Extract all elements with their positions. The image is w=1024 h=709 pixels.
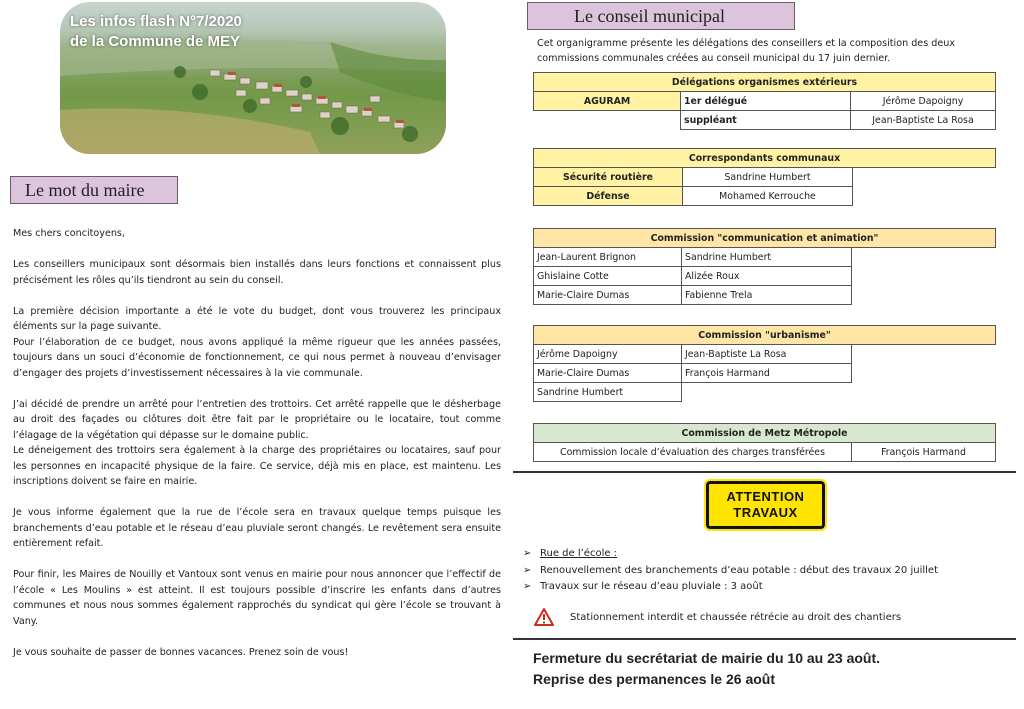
metz-commission-name: François Harmand [852, 443, 996, 462]
delegation-role: suppléant [681, 111, 851, 130]
empty-cell [852, 364, 996, 383]
correspondant-role: Sécurité routière [534, 168, 683, 187]
newsletter-title-line1: Les infos flash N°7/2020 [70, 13, 242, 30]
empty-cell [852, 383, 996, 402]
communication-commission-table [533, 228, 996, 305]
letter-paragraph: Pour l’élaboration de ce budget, nous avons appliqué la même rigueur que les années passées, toujours dans un souci d’économie de fonctionnement, ce qui nous permet à nouveau d’envisager d’engager des projets d’investissement nécessaires à la vie communale. [13, 336, 501, 379]
letter-paragraph: Mes chers concitoyens, [13, 228, 125, 239]
letter-paragraph: La première décision importante a été le vote du budget, dont vous trouverez les principaux éléments sur la page suivante. [13, 305, 501, 332]
delegation-name: Jean-Baptiste La Rosa [851, 111, 996, 130]
closing-line1: Fermeture du secrétariat de mairie du 10 au 23 août. [533, 650, 881, 666]
member-name: Sandrine Humbert [682, 248, 852, 267]
member-name: Jean-Baptiste La Rosa [682, 345, 852, 364]
section-divider [513, 471, 1016, 473]
works-list-item [523, 546, 1003, 563]
empty-cell [852, 286, 996, 305]
attention-travaux-sign [706, 481, 825, 529]
works-item-text: Renouvellement des branchements d’eau potable : début des travaux 20 juillet [540, 564, 938, 576]
works-list-item [523, 579, 1003, 596]
letter-paragraph: Je vous souhaite de passer de bonnes vacances. Prenez soin de vous! [13, 646, 349, 658]
letter-paragraph: Les conseillers municipaux sont désormais bien installés dans leurs fonctions et connaissent plus précisément les rôles qu’ils tiendront au sein du conseil. [13, 259, 501, 286]
delegation-role: 1er délégué [681, 92, 851, 111]
parking-warning [534, 608, 901, 626]
member-name: Marie-Claire Dumas [534, 364, 682, 383]
attention-sign-line1: ATTENTION [726, 489, 805, 504]
maire-section-header: Le mot du maire [10, 176, 178, 204]
member-name: Sandrine Humbert [534, 383, 682, 402]
letter-paragraph: Le déneigement des trottoirs sera également à la charge des propriétaires ou locataires, sauf pour les personnes en incapacité physique de la faire. Ce service, déjà mis en place, est maintenu. Les inscriptions doivent se faire en mairie. [13, 445, 501, 487]
works-item-text: Travaux sur le réseau d’eau pluviale : 3 août [540, 581, 763, 592]
empty-cell [852, 267, 996, 286]
delegations-org: AGURAM [534, 92, 681, 111]
communication-commission-title: Commission "communication et animation" [534, 229, 996, 248]
attention-sign-line2: TRAVAUX [733, 505, 798, 520]
empty-cell [853, 187, 996, 206]
member-name: Jean-Laurent Brignon [534, 248, 682, 267]
member-name: Jérôme Dapoigny [534, 345, 682, 364]
member-name: François Harmand [682, 364, 852, 383]
empty-cell [853, 168, 996, 187]
conseil-section-header: Le conseil municipal [527, 2, 795, 30]
correspondants-table [533, 148, 996, 206]
arrow-bullet-icon: ➢ [523, 548, 532, 559]
letter-paragraph: Pour finir, les Maires de Nouilly et Vantoux sont venus en mairie pour nous annoncer que l’effectif de l’école « Les Moulins » est atteint. Il est toujours possible d’inscrire les enfants dans d’autres communes et nous nous sommes également rapprochés du syndicat qui gère l’école se trouvant à Vany. [13, 569, 501, 627]
delegations-table [533, 72, 996, 130]
arrow-bullet-icon: ➢ [523, 564, 532, 576]
empty-cell [534, 111, 681, 130]
delegation-name: Jérôme Dapoigny [851, 92, 996, 111]
arrow-bullet-icon: ➢ [523, 581, 532, 592]
urbanisme-commission-table [533, 325, 996, 402]
hero-village-photo [60, 2, 446, 154]
empty-cell [852, 345, 996, 364]
correspondant-name: Sandrine Humbert [683, 168, 853, 187]
member-name: Ghislaine Cotte [534, 267, 682, 286]
newsletter-title-line2: de la Commune de MEY [70, 33, 241, 50]
urbanisme-commission-title: Commission "urbanisme" [534, 326, 996, 345]
closing-line2: Reprise des permanences le 26 août [533, 671, 775, 687]
correspondant-role: Défense [534, 187, 683, 206]
letter-paragraph: J’ai décidé de prendre un arrêté pour l’entretien des trottoirs. Cet arrêté rappelle que le désherbage au droit des façades ou clôtures doit être fait par le propriétaire ou le locataire, tout comme l’élagage de la végétation qui dépasse sur le domaine public. [13, 398, 501, 441]
warning-text: Stationnement interdit et chaussée rétrécie au droit des chantiers [570, 611, 902, 623]
empty-cell [852, 248, 996, 267]
section-divider [513, 638, 1016, 640]
metz-metropole-table [533, 423, 996, 462]
correspondant-name: Mohamed Kerrouche [683, 187, 853, 206]
empty-cell [682, 383, 852, 402]
closing-notice [533, 648, 880, 690]
correspondants-title: Correspondants communaux [534, 149, 996, 168]
newsletter-title [70, 12, 242, 52]
works-street: Rue de l’école : [540, 548, 618, 559]
works-list-item [523, 563, 1003, 580]
warning-triangle-icon [534, 608, 554, 626]
member-name: Marie-Claire Dumas [534, 286, 682, 305]
maire-letter [13, 226, 501, 676]
member-name: Fabienne Trela [682, 286, 852, 305]
member-name: Alizée Roux [682, 267, 852, 286]
letter-paragraph: Je vous informe également que la rue de l’école sera en travaux quelque temps puisque les branchements d’eau potable et le réseau d’eau pluviale seront changés. Le revêtement sera ensuite entièrement refait. [13, 507, 501, 549]
works-list [523, 546, 1003, 596]
metz-commission-role: Commission locale d’évaluation des charges transférées [534, 443, 852, 462]
metz-metropole-title: Commission de Metz Métropole [534, 424, 996, 443]
delegations-title: Délégations organismes extérieurs [534, 73, 996, 92]
conseil-intro: Cet organigramme présente les délégations des conseillers et la composition des deux commissions communales créées au conseil municipal du 17 juin dernier. [537, 38, 956, 64]
